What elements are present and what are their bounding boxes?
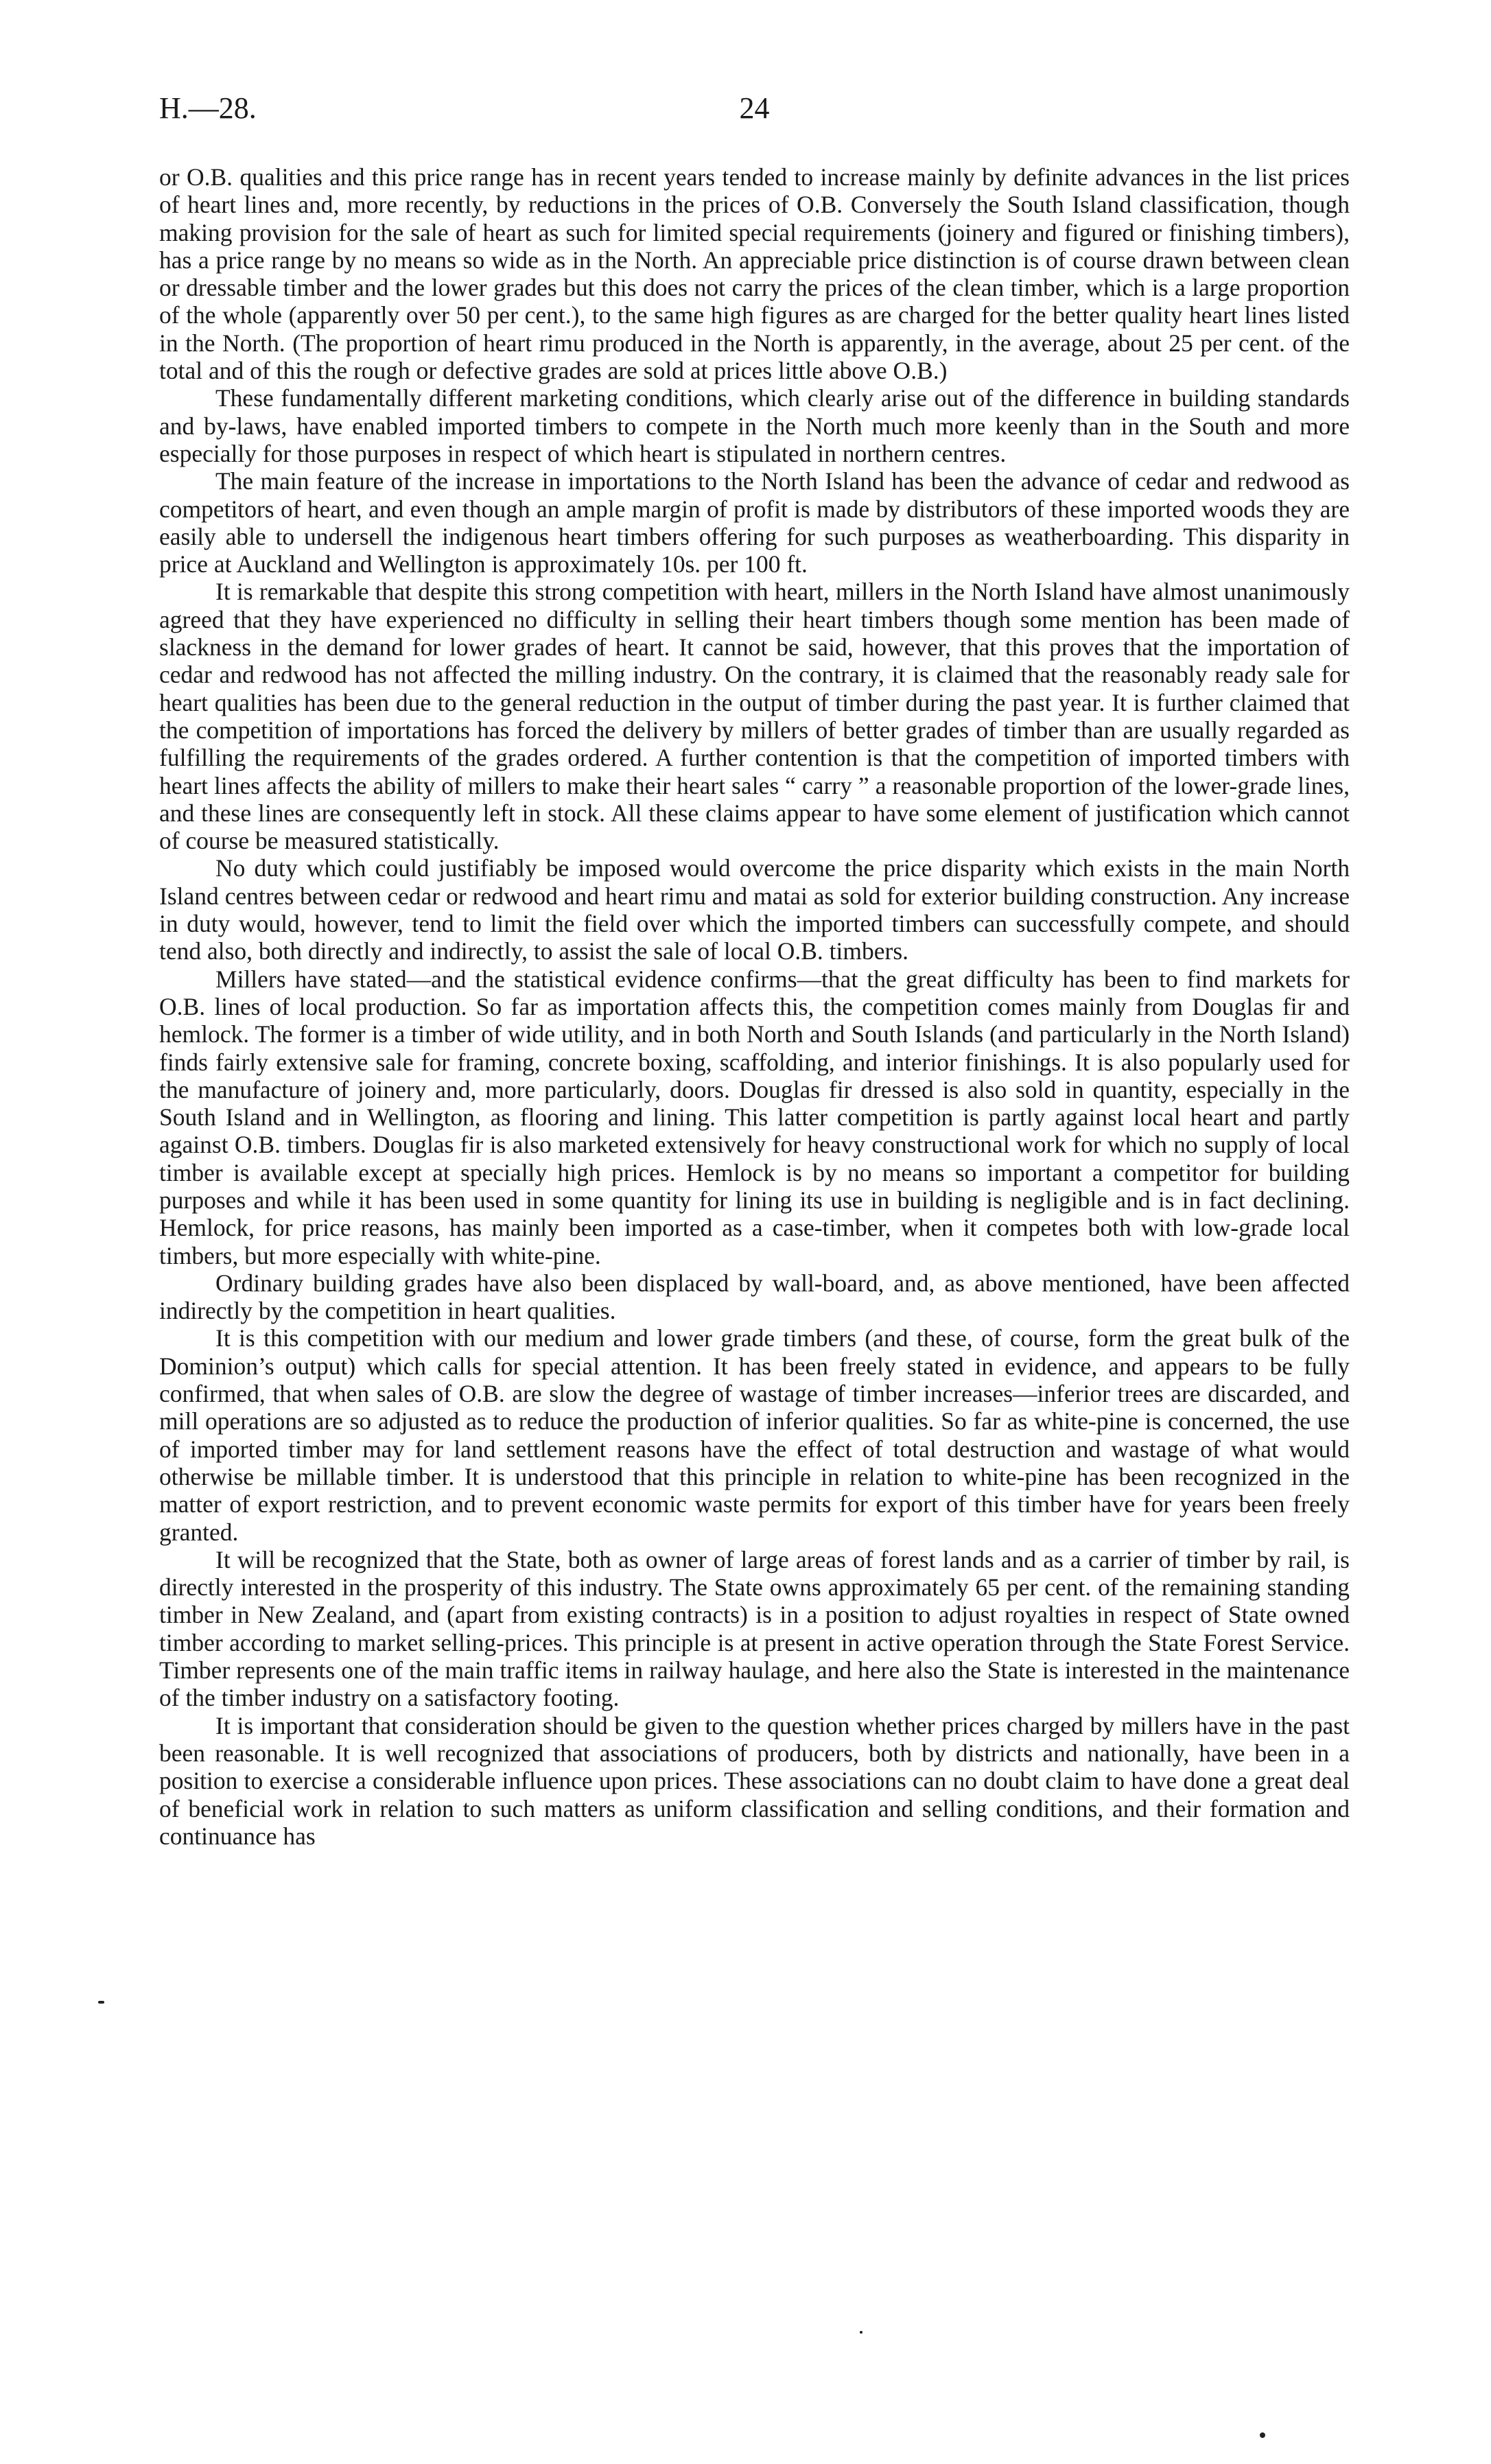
paragraph-1: or O.B. qualities and this price range has in recent years tended to increase mainly by definite advances in the list prices of heart lines and, more recently, by reductions in the prices of O.B. Conversely the South Island classification, though making provision for the sale of heart as such for limited special requirements (joinery and figured or finishing timbers), has a price range by no means so wide as in the North. An appreciable price distinction is of course drawn between clean or dressable timber and the lower grades but this does not carry the prices of the clean timber, which is a large proportion of the whole (apparently over 50 per cent.), to the same high figures as are charged for the better quality heart lines listed in the North. (The proportion of heart rimu produced in the North is apparently, in the average, about 25 per cent. of the total and of this the rough or defective grades are sold at prices little above O.B.) [159,163,1350,385]
paragraph-2: These fundamentally different marketing conditions, which clearly arise out of the difference in building standards and by-laws, have enabled imported timbers to compete in the North much more keenly than in the South and more especially for those purposes in respect of which heart is stipulated in northern centres. [159,384,1350,467]
scan-speck [860,2331,862,2334]
paragraph-6: Millers have stated—and the statistical evidence confirms—that the great difficulty has been to find markets for O.B. lines of local production. So far as importation affects this, the competition comes mainly from Douglas fir and hemlock. The former is a timber of wide utility, and in both North and South Islands (and particularly in the North Island) finds fairly extensive sale for framing, concrete boxing, scaffolding, and interior finishings. It is also popularly used for the manufacture of joinery and, more particularly, doors. Douglas fir dressed is also sold in quantity, especially in the South Island and in Wellington, as flooring and lining. This latter competition is partly against local heart and partly against O.B. timbers. Douglas fir is also marketed extensively for heavy constructional work for which no supply of local timber is available except at specially high prices. Hemlock is by no means so important a competitor for building purposes and while it has been used in some quantity for lining its use in building is negligible and is in fact declining. Hemlock, for price reasons, has mainly been imported as a case-timber, when it competes both with low-grade local timbers, but more especially with white-pine. [159,965,1350,1269]
margin-mark [98,2001,104,2004]
paragraph-10: It is important that consideration should be given to the question whether prices charged by millers have in the past been reasonable. It is well recognized that associations of producers, both by districts and nationally, have been in a position to exercise a considerable influence upon prices. These associations can no doubt claim to have done a great deal of beneficial work in relation to such matters as uniform classification and selling conditions, and their formation and continuance has [159,1711,1350,1850]
running-header [159,88,1350,129]
paragraph-4: It is remarkable that despite this strong competition with heart, millers in the North Island have almost unanimously agreed that they have experienced no difficulty in selling their heart timbers though some mention has been made of slackness in the demand for lower grades of heart. It cannot be said, however, that this proves that the importation of cedar and redwood has not affected the milling industry. On the contrary, it is claimed that the reasonably ready sale for heart qualities has been due to the general reduction in the output of timber during the past year. It is further claimed that the competition of importations has forced the delivery by millers of better grades of timber than are usually regarded as fulfilling the requirements of the grades ordered. A further contention is that the competition of imported timbers with heart lines affects the ability of millers to make their heart sales “ carry ” a reasonable proportion of the lower-grade lines, and these lines are consequently left in stock. All these claims appear to have some element of justification which cannot of course be measured statistically. [159,578,1350,855]
paragraph-3: The main feature of the increase in importations to the North Island has been the advance of cedar and redwood as competitors of heart, and even though an ample margin of profit is made by distributors of these imported woods they are easily able to undersell the indigenous heart timbers offering for such purposes as weatherboarding. This disparity in price at Auckland and Wellington is approximately 10s. per 100 ft. [159,467,1350,578]
scan-speck [1260,2432,1265,2438]
paragraph-9: It will be recognized that the State, both as owner of large areas of forest lands and as a carrier of timber by rail, is directly interested in the prosperity of this industry. The State owns approximately 65 per cent. of the remaining standing timber in New Zealand, and (apart from existing contracts) is in a position to adjust royalties in respect of State owned timber according to market selling-prices. This principle is at present in active operation through the State Forest Service. Timber represents one of the main traffic items in railway haulage, and here also the State is interested in the maintenance of the timber industry on a satisfactory footing. [159,1545,1350,1712]
body-text [159,163,1350,1850]
paragraph-7: Ordinary building grades have also been displaced by wall-board, and, as above mentioned, have been affected indirectly by the competition in heart qualities. [159,1269,1350,1325]
page-number: 24 [739,91,770,125]
paragraph-5: No duty which could justifiably be imposed would overcome the price disparity which exists in the main North Island centres between cedar or redwood and heart rimu and matai as sold for exterior building construction. Any increase in duty would, however, tend to limit the field over which the imported timbers can successfully compete, and should tend also, both directly and indirectly, to assist the sale of local O.B. timbers. [159,854,1350,965]
paragraph-8: It is this competition with our medium and lower grade timbers (and these, of course, form the great bulk of the Dominion’s output) which calls for special attention. It has been freely stated in evidence, and appears to be fully confirmed, that when sales of O.B. are slow the degree of wastage of timber increases—inferior trees are discarded, and mill operations are so adjusted as to reduce the production of inferior qualities. So far as white-pine is concerned, the use of imported timber may for land settlement reasons have the effect of total destruction and wastage of what would otherwise be millable timber. It is understood that this principle in relation to white-pine has been recognized in the matter of export restriction, and to prevent economic waste permits for export of this timber have for years been freely granted. [159,1324,1350,1546]
document-reference: H.—28. [159,91,257,125]
